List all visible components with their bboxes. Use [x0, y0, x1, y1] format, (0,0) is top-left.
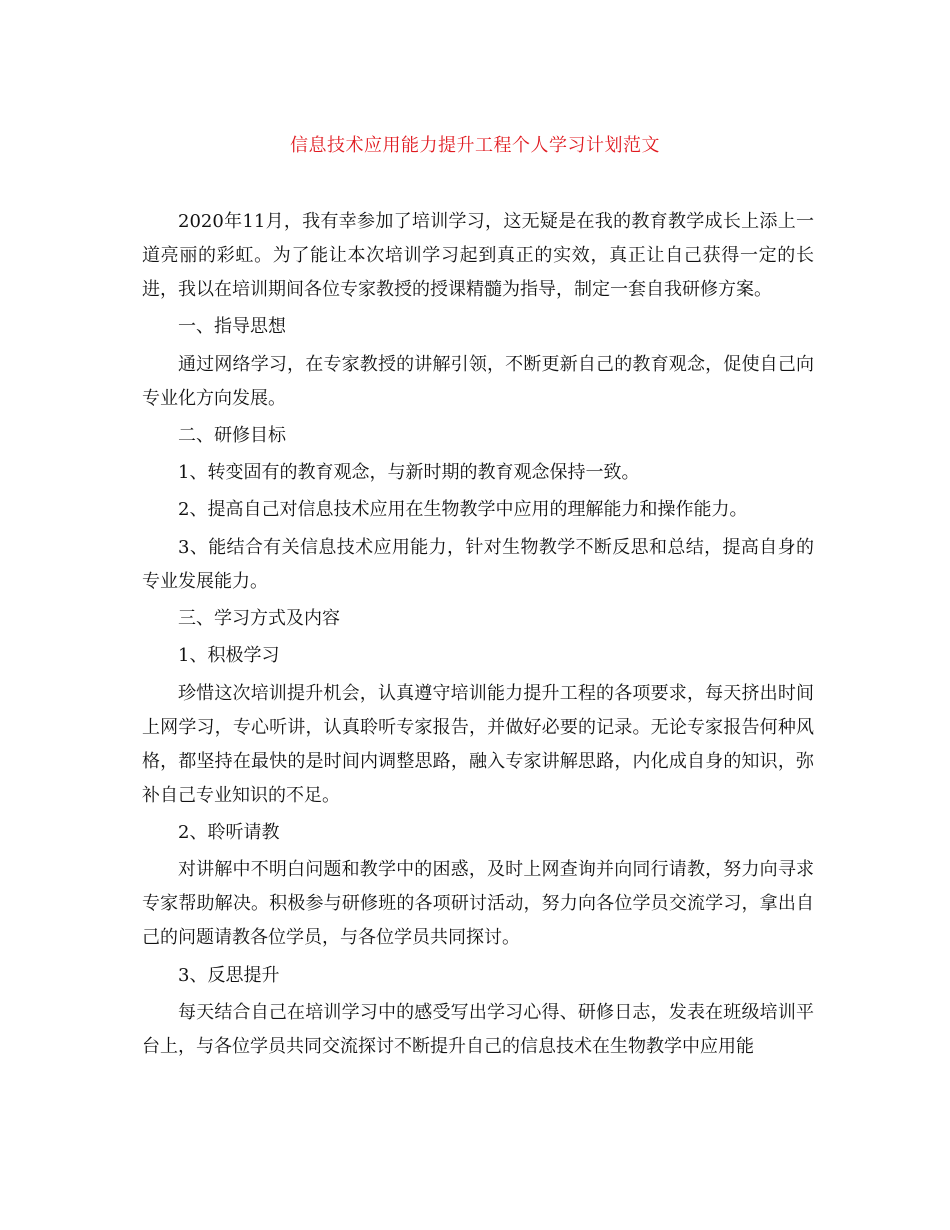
heading-guiding-ideology: 一、指导思想 — [178, 316, 286, 338]
document-body — [142, 205, 814, 1064]
heading-study-methods: 三、学习方式及内容 — [178, 608, 340, 630]
paragraph-intro: 2020年11月，我有幸参加了培训学习，这无疑是在我的教育教学成长上添上一道亮丽的彩虹。为了能让本次培训学习起到真正的实效，真正让自己获得一定的长进，我以在培训期间各位专家教授的授课精髓为指导，制定一套自我研修方案。 — [142, 211, 814, 300]
subheading-reflect-improve: 3、反思提升 — [178, 964, 280, 986]
paragraph-reflect-improve: 每天结合自己在培训学习中的感受写出学习心得、研修日志，发表在班级培训平台上，与各位学员共同交流探讨不断提升自己的信息技术在生物教学中应用能 — [142, 1001, 814, 1057]
paragraph-listen-ask: 对讲解中不明白问题和教学中的困惑，及时上网查询并向同行请教，努力向寻求专家帮助解决。积极参与研修班的各项研讨活动，努力向各位学员交流学习，拿出自己的问题请教各位学员，与各位学员共同探讨。 — [142, 859, 814, 949]
goal-item-1: 1、转变固有的教育观念，与新时期的教育观念保持一致。 — [178, 462, 640, 484]
paragraph-active-learning: 珍惜这次培训提升机会，认真遵守培训能力提升工程的各项要求，每天挤出时间上网学习，专心听讲，认真聆听专家报告，并做好必要的记录。无论专家报告何种风格，都坚持在最快的是时间内调整思路，融入专家讲解思路，内化成自身的知识，弥补自己专业知识的不足。 — [142, 682, 814, 806]
goal-item-3: 3、能结合有关信息技术应用能力，针对生物教学不断反思和总结，提高自身的专业发展能力。 — [142, 536, 814, 592]
subheading-active-learning: 1、积极学习 — [178, 645, 280, 667]
goal-item-2: 2、提高自己对信息技术应用在生物教学中应用的理解能力和操作能力。 — [178, 499, 748, 521]
document-title: 信息技术应用能力提升工程个人学习计划范文 — [290, 135, 660, 156]
heading-study-goals: 二、研修目标 — [178, 424, 286, 446]
subheading-listen-ask: 2、聆听请教 — [178, 821, 280, 843]
paragraph-guiding-ideology: 通过网络学习，在专家教授的讲解引领，不断更新自己的教育观念，促使自己向专业化方向发展。 — [142, 353, 814, 409]
